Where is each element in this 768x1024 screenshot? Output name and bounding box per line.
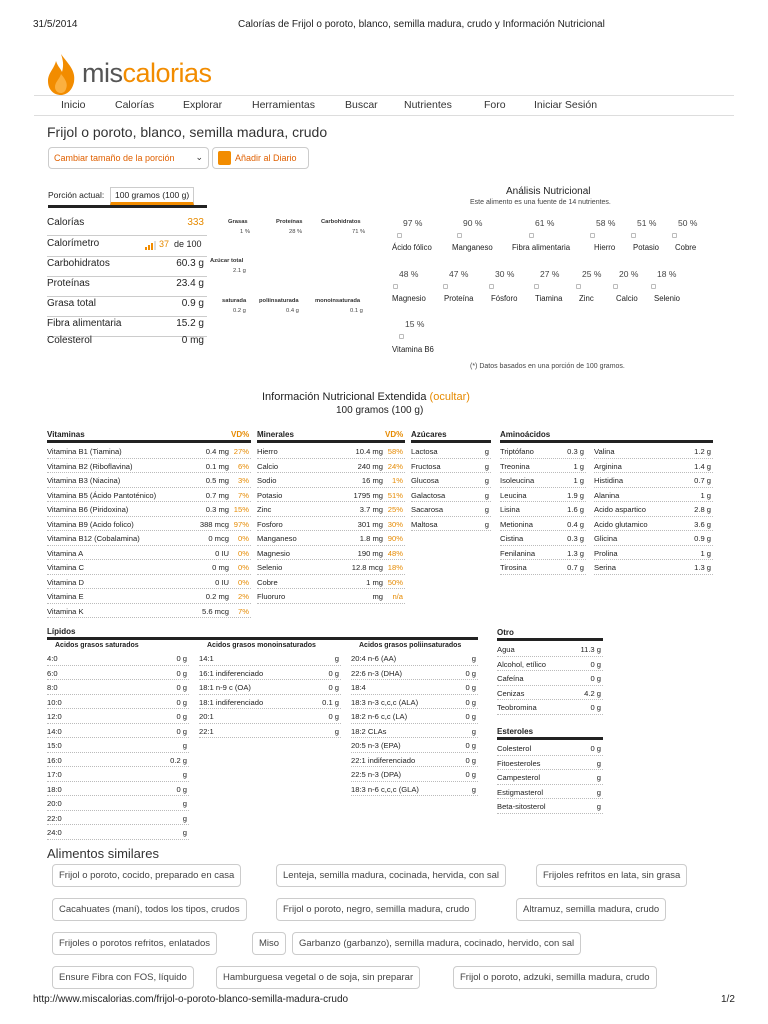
nutrient-percent: 50 % bbox=[678, 218, 698, 228]
print-date: 31/5/2014 bbox=[33, 19, 78, 30]
vd-header: VD% bbox=[231, 430, 250, 439]
table-row: 14:0 0 g bbox=[47, 724, 189, 739]
protein-row: Proteínas 23.4 g bbox=[47, 278, 207, 297]
nutrient-name: Tiamina bbox=[535, 294, 563, 303]
mono-header: monoinsaturada bbox=[315, 298, 361, 304]
table-row: 20:4 n-6 (AA) g bbox=[351, 651, 478, 666]
table-row: Vitamina B1 (Tiamina) 0.4 mg 27% bbox=[47, 444, 251, 459]
checkbox-icon[interactable] bbox=[443, 284, 448, 289]
table-row: Vitamina E 0.2 mg 2% bbox=[47, 589, 251, 604]
diary-icon bbox=[218, 151, 231, 165]
table-row: Lisina 1.6 g bbox=[500, 502, 586, 517]
nav-buscar[interactable]: Buscar bbox=[345, 99, 378, 111]
table-row: 8:0 0 g bbox=[47, 680, 189, 695]
hide-link[interactable]: (ocultar) bbox=[429, 391, 470, 403]
cholesterol-row: Colesterol 0 mg bbox=[47, 335, 204, 346]
analysis-title: Análisis Nutricional bbox=[506, 186, 591, 197]
similar-food-chip[interactable]: Frijol o poroto, adzuki, semilla madura, crudo bbox=[453, 966, 657, 989]
table-row: Histidina 0.7 g bbox=[594, 473, 713, 488]
nutrient-name: Calcio bbox=[616, 294, 638, 303]
protein-header: Proteínas bbox=[276, 219, 303, 225]
table-row: 15:0 g bbox=[47, 738, 189, 753]
similar-food-chip[interactable]: Cacahuates (maní), todos los tipos, crudos bbox=[52, 898, 247, 921]
similar-foods-heading: Alimentos similares bbox=[47, 846, 159, 861]
checkbox-icon[interactable] bbox=[651, 284, 656, 289]
nav-divider bbox=[34, 95, 734, 96]
checkbox-icon[interactable] bbox=[399, 334, 404, 339]
nav-iniciar-sesion[interactable]: Iniciar Sesión bbox=[534, 99, 598, 111]
checkbox-icon[interactable] bbox=[393, 284, 398, 289]
table-row: 20:1 0 g bbox=[199, 709, 341, 724]
table-row: Triptófano 0.3 g bbox=[500, 444, 586, 459]
table-row: Maltosa g bbox=[411, 517, 491, 532]
table-row: Vitamina K 5.6 mcg 7% bbox=[47, 604, 251, 619]
lipids-header: Lípidos bbox=[47, 627, 76, 636]
table-row: Estigmasterol g bbox=[497, 785, 603, 800]
extended-portion: 100 gramos (100 g) bbox=[336, 405, 424, 416]
table-rule bbox=[257, 440, 405, 443]
table-row: Vitamina D 0 IU 0% bbox=[47, 575, 251, 590]
add-diary-button[interactable]: Añadir al Diario bbox=[212, 147, 309, 169]
table-row: Prolina 1 g bbox=[594, 546, 713, 561]
protein-percent: 28 % bbox=[289, 229, 303, 235]
table-rule bbox=[497, 638, 603, 641]
vd-header: VD% bbox=[385, 430, 404, 439]
table-row: Sacarosa g bbox=[411, 502, 491, 517]
print-url: http://www.miscalorias.com/frijol-o-poroto-blanco-semilla-madura-crudo bbox=[33, 994, 349, 1005]
analysis-subtitle: Este alimento es una fuente de 14 nutrientes. bbox=[470, 199, 611, 206]
nav-herramientas[interactable]: Herramientas bbox=[252, 99, 316, 111]
table-row: 22:6 n-3 (DHA) 0 g bbox=[351, 666, 478, 681]
table-row: Selenio 12.8 mcg 18% bbox=[257, 560, 405, 575]
table-row: Fructosa g bbox=[411, 459, 491, 474]
analysis-footnote: (*) Datos basados en una porción de 100 gramos. bbox=[470, 363, 625, 370]
change-portion-button[interactable]: Cambiar tamaño de la porción ⌄ bbox=[48, 147, 209, 169]
table-row: Sodio 16 mg 1% bbox=[257, 473, 405, 488]
nutrient-name: Cobre bbox=[675, 243, 697, 252]
signal-bars-icon bbox=[145, 240, 157, 253]
table-row: 18:1 indiferenciado 0.1 g bbox=[199, 695, 341, 710]
nutrient-percent: 47 % bbox=[449, 269, 469, 279]
nutrient-name: Vitamina B6 bbox=[392, 345, 434, 354]
nutrient-percent: 18 % bbox=[657, 269, 677, 279]
table-row: Glicina 0.9 g bbox=[594, 531, 713, 546]
table-rule bbox=[411, 440, 491, 443]
table-row: Vitamina A 0 IU 0% bbox=[47, 546, 251, 561]
similar-food-chip[interactable]: Garbanzo (garbanzo), semilla madura, cocinado, hervido, con sal bbox=[292, 932, 581, 955]
table-row: 22:1 indiferenciado 0 g bbox=[351, 753, 478, 768]
poly-header: poliinsaturada bbox=[259, 298, 299, 304]
table-row: Cobre 1 mg 50% bbox=[257, 575, 405, 590]
table-header: Otro bbox=[497, 628, 514, 637]
nutrient-percent: 90 % bbox=[463, 218, 483, 228]
table-row: 18:2 n-6 c,c (LA) 0 g bbox=[351, 709, 478, 724]
table-row: Vitamina B2 (Riboflavina) 0.1 mg 6% bbox=[47, 459, 251, 474]
similar-food-chip[interactable]: Miso bbox=[252, 932, 286, 955]
extended-title: Información Nutricional Extendida (ocultar) bbox=[262, 391, 470, 403]
nutrient-percent: 20 % bbox=[619, 269, 639, 279]
table-row: Treonina 1 g bbox=[500, 459, 586, 474]
nutrient-percent: 25 % bbox=[582, 269, 602, 279]
table-row: Valina 1.2 g bbox=[594, 444, 713, 459]
calorimeter-row: Calorímetro 37 de 100 bbox=[47, 238, 207, 257]
similar-food-chip[interactable]: Frijoles o porotos refritos, enlatados bbox=[52, 932, 217, 955]
table-rule bbox=[47, 440, 251, 443]
checkbox-icon[interactable] bbox=[672, 233, 677, 238]
table-row: Potasio 1795 mg 51% bbox=[257, 488, 405, 503]
table-row: Fluoruro mg n/a bbox=[257, 589, 405, 604]
table-row: 18:0 0 g bbox=[47, 782, 189, 797]
subtable-header: Acidos grasos saturados bbox=[55, 642, 139, 649]
table-row: Leucina 1.9 g bbox=[500, 488, 586, 503]
table-header: Vitaminas bbox=[47, 430, 85, 439]
checkbox-icon[interactable] bbox=[631, 233, 636, 238]
table-row: 16:0 0.2 g bbox=[47, 753, 189, 768]
similar-food-chip[interactable]: Lenteja, semilla madura, cocinada, hervida, con sal bbox=[276, 864, 506, 887]
checkbox-icon[interactable] bbox=[590, 233, 595, 238]
table-row: Vitamina C 0 mg 0% bbox=[47, 560, 251, 575]
nutrient-name: Fibra alimentaria bbox=[512, 243, 571, 252]
table-row: Fosforo 301 mg 30% bbox=[257, 517, 405, 532]
nutrient-name: Manganeso bbox=[452, 243, 493, 252]
table-row: 4:0 0 g bbox=[47, 651, 189, 666]
sugar-value: 2.1 g bbox=[233, 268, 246, 274]
nutrient-name: Selenio bbox=[654, 294, 681, 303]
table-row: Tirosina 0.7 g bbox=[500, 560, 586, 575]
nutrient-percent: 48 % bbox=[399, 269, 419, 279]
nutrient-percent: 97 % bbox=[403, 218, 423, 228]
table-row: 16:1 indiferenciado 0 g bbox=[199, 666, 341, 681]
table-row: Alanina 1 g bbox=[594, 488, 713, 503]
table-row: 6:0 0 g bbox=[47, 666, 189, 681]
table-row: 14:1 g bbox=[199, 651, 341, 666]
table-row: Serina 1.3 g bbox=[594, 560, 713, 575]
checkbox-icon[interactable] bbox=[489, 284, 494, 289]
page-title: Frijol o poroto, blanco, semilla madura, crudo bbox=[47, 124, 328, 140]
table-row: Fitoesteroles g bbox=[497, 756, 603, 771]
table-row: Galactosa g bbox=[411, 488, 491, 503]
checkbox-icon[interactable] bbox=[576, 284, 581, 289]
nutrient-percent: 15 % bbox=[405, 319, 425, 329]
table-row: Cenizas 4.2 g bbox=[497, 686, 603, 701]
table-row: 22:0 g bbox=[47, 811, 189, 826]
table-row: Manganeso 1.8 mg 90% bbox=[257, 531, 405, 546]
carb-header: Carbohidratos bbox=[321, 219, 361, 225]
amino-header: Aminoácidos bbox=[500, 430, 551, 439]
checkbox-icon[interactable] bbox=[613, 284, 618, 289]
nutrient-name: Zinc bbox=[579, 294, 594, 303]
table-row: Colesterol 0 g bbox=[497, 741, 603, 756]
table-row: Vitamina B9 (Acido folico) 388 mcg 97% bbox=[47, 517, 251, 532]
table-row: Cafeína 0 g bbox=[497, 671, 603, 686]
portion-label: Porción actual: bbox=[48, 190, 105, 200]
nutrient-name: Fósforo bbox=[491, 294, 518, 303]
checkbox-icon[interactable] bbox=[529, 233, 534, 238]
table-header: Azúcares bbox=[411, 430, 447, 439]
nutrient-name: Hierro bbox=[594, 243, 616, 252]
table-row: Glucosa g bbox=[411, 473, 491, 488]
nav-nutrientes[interactable]: Nutrientes bbox=[404, 99, 452, 111]
table-row: Vitamina B12 (Cobalamina) 0 mcg 0% bbox=[47, 531, 251, 546]
checkbox-icon[interactable] bbox=[534, 284, 539, 289]
table-row: Cistina 0.3 g bbox=[500, 531, 586, 546]
subtable-header: Acidos grasos poliinsaturados bbox=[359, 642, 462, 649]
nutrient-name: Ácido fólico bbox=[392, 243, 432, 252]
print-title: Calorías de Frijol o poroto, blanco, semilla madura, crudo y Información Nutricional bbox=[238, 19, 605, 30]
table-row: Zinc 3.7 mg 25% bbox=[257, 502, 405, 517]
nutrient-percent: 30 % bbox=[495, 269, 515, 279]
table-row: Isoleucina 1 g bbox=[500, 473, 586, 488]
table-header: Minerales bbox=[257, 430, 294, 439]
table-row: Campesterol g bbox=[497, 770, 603, 785]
table-row: Magnesio 190 mg 48% bbox=[257, 546, 405, 561]
saturated-header: saturada bbox=[222, 298, 247, 304]
nav-explorar[interactable]: Explorar bbox=[183, 99, 223, 111]
nutrient-name: Potasio bbox=[633, 243, 660, 252]
table-row: 12:0 0 g bbox=[47, 709, 189, 724]
carbs-row: Carbohidratos 60.3 g bbox=[47, 258, 207, 277]
table-row: 20:5 n-3 (EPA) 0 g bbox=[351, 738, 478, 753]
nutrient-percent: 27 % bbox=[540, 269, 560, 279]
table-row: Beta-sitosterol g bbox=[497, 799, 603, 814]
table-row: Hierro 10.4 mg 58% bbox=[257, 444, 405, 459]
table-rule bbox=[497, 737, 603, 740]
carb-percent: 71 % bbox=[352, 229, 366, 235]
table-row: 22:1 g bbox=[199, 724, 341, 739]
mono-value: 0.1 g bbox=[350, 308, 363, 314]
table-row: Calcio 240 mg 24% bbox=[257, 459, 405, 474]
table-row: 17:0 g bbox=[47, 767, 189, 782]
fat-header: Grasas bbox=[228, 219, 248, 225]
similar-food-chip[interactable]: Altramuz, semilla madura, crudo bbox=[516, 898, 666, 921]
table-row: 10:0 0 g bbox=[47, 695, 189, 710]
nutrient-percent: 58 % bbox=[596, 218, 616, 228]
nav-foro[interactable]: Foro bbox=[484, 99, 506, 111]
table-row: Metionina 0.4 g bbox=[500, 517, 586, 532]
table-row: Fenilanina 1.3 g bbox=[500, 546, 586, 561]
table-row: 18:4 0 g bbox=[351, 680, 478, 695]
saturated-value: 0.2 g bbox=[233, 308, 246, 314]
table-row: Agua 11.3 g bbox=[497, 642, 603, 657]
table-rule bbox=[47, 637, 478, 640]
similar-food-chip[interactable]: Ensure Fibra con FOS, líquido bbox=[52, 966, 194, 989]
print-page-number: 1/2 bbox=[721, 994, 735, 1005]
table-row: Vitamina B3 (Niacina) 0.5 mg 3% bbox=[47, 473, 251, 488]
subtable-header: Acidos grasos monoinsaturados bbox=[207, 642, 316, 649]
nutrient-percent: 51 % bbox=[637, 218, 657, 228]
nav-calorias[interactable]: Calorías bbox=[115, 99, 155, 111]
table-row: Acido glutamico 3.6 g bbox=[594, 517, 713, 532]
nutrient-percent: 61 % bbox=[535, 218, 555, 228]
nutrient-name: Magnesio bbox=[392, 294, 426, 303]
chevron-down-icon: ⌄ bbox=[195, 152, 203, 162]
table-row: 18:3 n-3 c,c,c (ALA) 0 g bbox=[351, 695, 478, 710]
table-row: Acido aspartico 2.8 g bbox=[594, 502, 713, 517]
fat-percent: 1 % bbox=[240, 229, 250, 235]
portion-select[interactable]: 100 gramos (100 g) bbox=[110, 187, 194, 205]
site-logo-text[interactable]: miscalorias bbox=[82, 58, 212, 88]
table-row: 20:0 g bbox=[47, 796, 189, 811]
table-header: Esteroles bbox=[497, 727, 534, 736]
calories-row: Calorías 333 bbox=[47, 217, 207, 236]
checkbox-icon[interactable] bbox=[457, 233, 462, 238]
table-row: Vitamina B5 (Ácido Pantoténico) 0.7 mg 7% bbox=[47, 488, 251, 503]
table-row: 24:0 g bbox=[47, 825, 189, 840]
table-row: Lactosa g bbox=[411, 444, 491, 459]
fiber-row: Fibra alimentaria 15.2 g bbox=[47, 318, 207, 337]
summary-rule bbox=[48, 205, 207, 208]
table-row: 22:5 n-3 (DPA) 0 g bbox=[351, 767, 478, 782]
table-row: Vitamina B6 (Piridoxina) 0.3 mg 15% bbox=[47, 502, 251, 517]
similar-food-chip[interactable]: Frijoles refritos en lata, sin grasa bbox=[536, 864, 687, 887]
table-row: Teobromina 0 g bbox=[497, 700, 603, 715]
nutrient-name: Proteína bbox=[444, 294, 474, 303]
table-row: 18:3 n-6 c,c,c (GLA) g bbox=[351, 782, 478, 797]
fat-row: Grasa total 0.9 g bbox=[47, 298, 207, 317]
table-row: 18:2 CLAs g bbox=[351, 724, 478, 739]
table-row: 18:1 n-9 c (OA) 0 g bbox=[199, 680, 341, 695]
similar-food-chip[interactable]: Frijol o poroto, cocido, preparado en casa bbox=[52, 864, 241, 887]
poly-value: 0.4 g bbox=[286, 308, 299, 314]
table-row: Alcohol, etílico 0 g bbox=[497, 657, 603, 672]
nav-inicio[interactable]: Inicio bbox=[61, 99, 86, 111]
table-rule bbox=[500, 440, 713, 443]
sugar-header: Azúcar total bbox=[210, 258, 244, 264]
checkbox-icon[interactable] bbox=[397, 233, 402, 238]
flame-logo-icon[interactable] bbox=[44, 52, 78, 96]
similar-food-chip[interactable]: Hamburguesa vegetal o de soja, sin preparar bbox=[216, 966, 420, 989]
similar-food-chip[interactable]: Frijol o poroto, negro, semilla madura, crudo bbox=[276, 898, 476, 921]
table-row: Arginina 1.4 g bbox=[594, 459, 713, 474]
nav-divider-bottom bbox=[34, 115, 734, 116]
